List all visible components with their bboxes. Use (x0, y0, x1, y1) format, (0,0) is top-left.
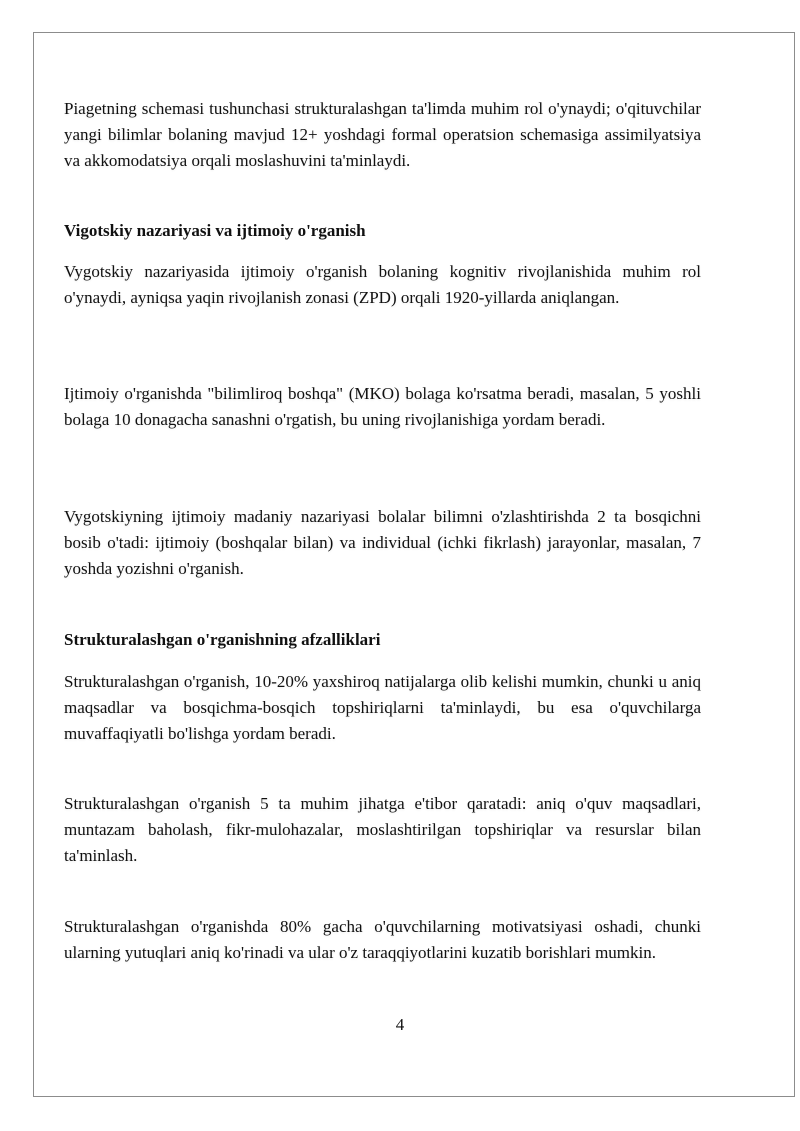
page-number: 4 (395, 1015, 405, 1034)
paragraph-structured-aspects: Strukturalashgan o'rganish 5 ta muhim jihatga e'tibor qaratadi: aniq o'quv maqsadlari, muntazam baholash, fikr-mulohazalar, moslashtirilgan topshiriqlar va resurslar bilan ta'minlash. (64, 794, 701, 865)
paragraph-structured-results: Strukturalashgan o'rganish, 10-20% yaxshiroq natijalarga olib kelishi mumkin, chunki u aniq maqsadlar va bosqichma-bosqich topshiriqlarni ta'minlaydi, bu esa o'quvchilarga muvaffaqiyatli bo'lishga yordam beradi. (64, 672, 701, 743)
heading-vygotsky-theory: Vigotskiy nazariyasi va ijtimoiy o'rganish (64, 221, 366, 240)
paragraph-sociocultural-theory: Vygotskiyning ijtimoiy madaniy nazariyasi bolalar bilimni o'zlashtirishda 2 ta bosqichni bosib o'tadi: ijtimoiy (boshqalar bilan) va individual (ichki fikrlash) jarayonlar, masalan, 7 yoshda yozishni o'rganish. (64, 507, 701, 578)
paragraph-vygotsky-zpd: Vygotskiy nazariyasida ijtimoiy o'rganish bolaning kognitiv rivojlanishida muhim rol o'ynaydi, ayniqsa yaqin rivojlanish zonasi (ZPD) orqali 1920-yillarda aniqlangan. (64, 262, 701, 307)
paragraph-structured-motivation: Strukturalashgan o'rganishda 80% gacha o'quvchilarning motivatsiyasi oshadi, chunki ularning yutuqlari aniq ko'rinadi va ular o'z taraqqiyotlarini kuzatib borishlari mumkin. (64, 917, 701, 962)
paragraph-piaget-schema: Piagetning schemasi tushunchasi strukturalashgan ta'limda muhim rol o'ynaydi; o'qituvchilar yangi bilimlar bolaning mavjud 12+ yoshdagi formal operatsion schemasiga assimilyatsiya va akkomodatsiya orqali moslashuvini ta'minlaydi. (64, 99, 701, 170)
heading-structured-learning-benefits: Strukturalashgan o'rganishning afzalliklari (64, 630, 381, 649)
paragraph-mko: Ijtimoiy o'rganishda "bilimliroq boshqa" (MKO) bolaga ko'rsatma beradi, masalan, 5 yoshli bolaga 10 donagacha sanashni o'rgatish, bu uning rivojlanishiga yordam beradi. (64, 384, 701, 429)
